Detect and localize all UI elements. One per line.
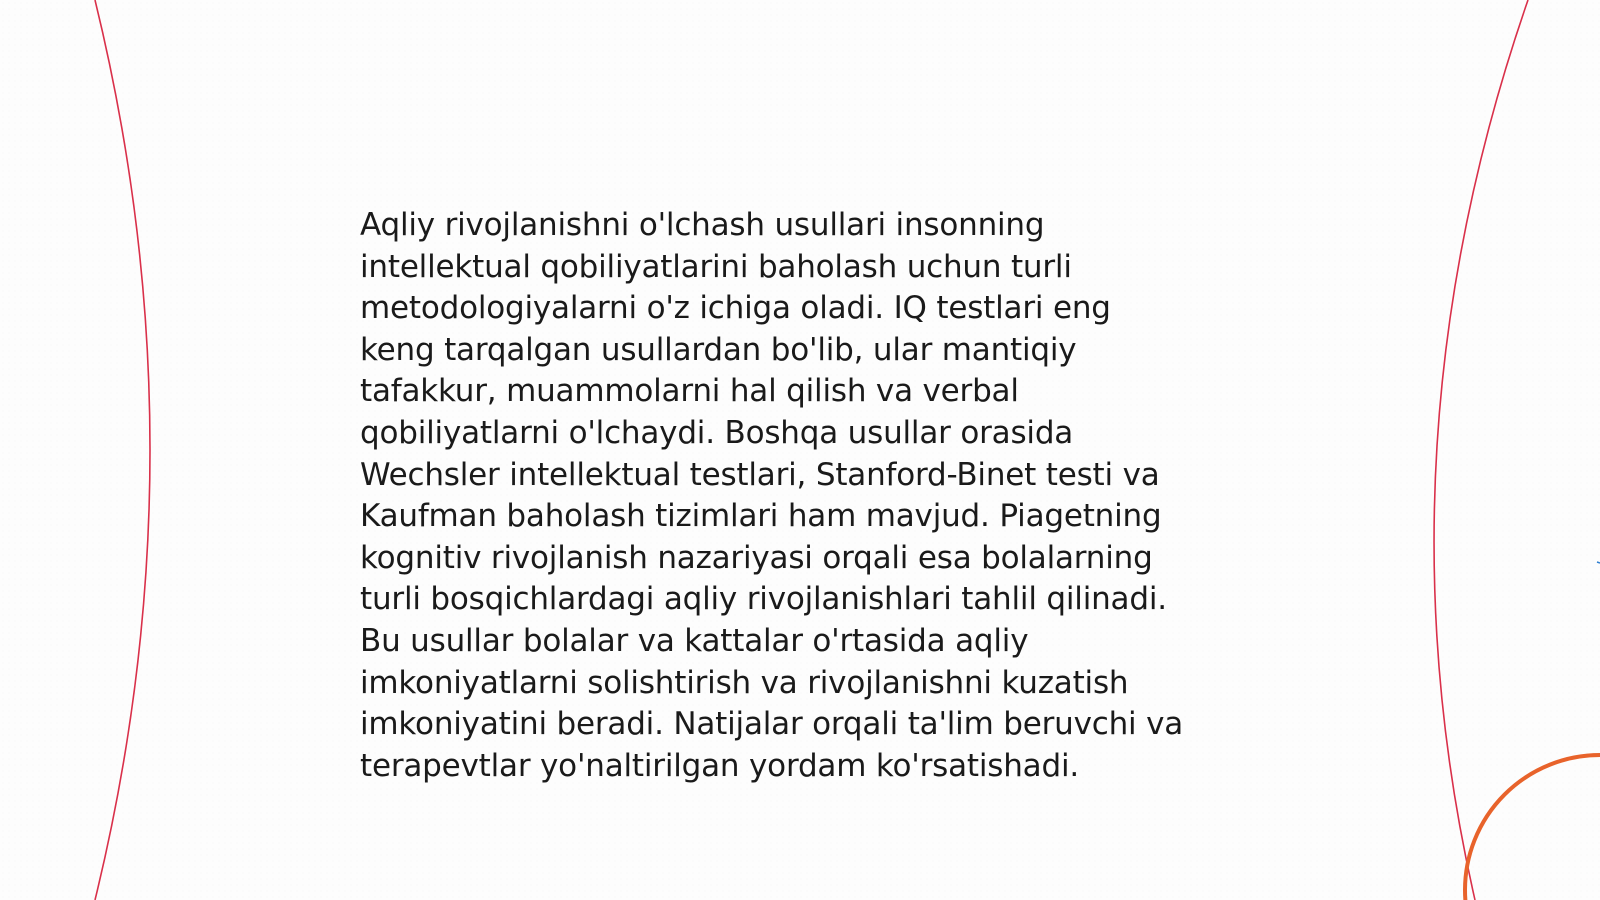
paragraph-line: Kaufman baholash tizimlari ham mavjud. Piagetning bbox=[360, 498, 1162, 535]
body-paragraph bbox=[360, 205, 1240, 787]
paragraph-line: kognitiv rivojlanish nazariyasi orqali esa bolalarning bbox=[360, 539, 1153, 576]
paragraph-line: imkoniyatini beradi. Natijalar orqali ta'lim beruvchi va bbox=[360, 706, 1184, 743]
paragraph-line: metodologiyalarni o'z ichiga oladi. IQ testlari eng bbox=[360, 290, 1111, 327]
paragraph-line: intellektual qobiliyatlarini baholash uchun turli bbox=[360, 248, 1072, 285]
paragraph-line: keng tarqalgan usullardan bo'lib, ular mantiqiy bbox=[360, 331, 1077, 368]
orange-circle bbox=[1465, 755, 1600, 900]
paragraph-line: Wechsler intellektual testlari, Stanford-Binet testi va bbox=[360, 456, 1160, 493]
right-curve bbox=[1434, 0, 1528, 900]
left-curve bbox=[95, 0, 150, 900]
paragraph-line: qobiliyatlarni o'lchaydi. Boshqa usullar orasida bbox=[360, 414, 1074, 451]
paragraph-line: Bu usullar bolalar va kattalar o'rtasida aqliy bbox=[360, 622, 1029, 659]
paragraph-line: imkoniyatlarni solishtirish va rivojlanishni kuzatish bbox=[360, 664, 1129, 701]
paragraph-line: Aqliy rivojlanishni o'lchash usullari insonning bbox=[360, 207, 1045, 243]
paragraph-line: tafakkur, muammolarni hal qilish va verbal bbox=[360, 373, 1019, 410]
paragraph-line: terapevtlar yo'naltirilgan yordam ko'rsatishadi. bbox=[360, 747, 1080, 784]
paragraph-line: turli bosqichlardagi aqliy rivojlanishlari tahlil qilinadi. bbox=[360, 581, 1167, 618]
